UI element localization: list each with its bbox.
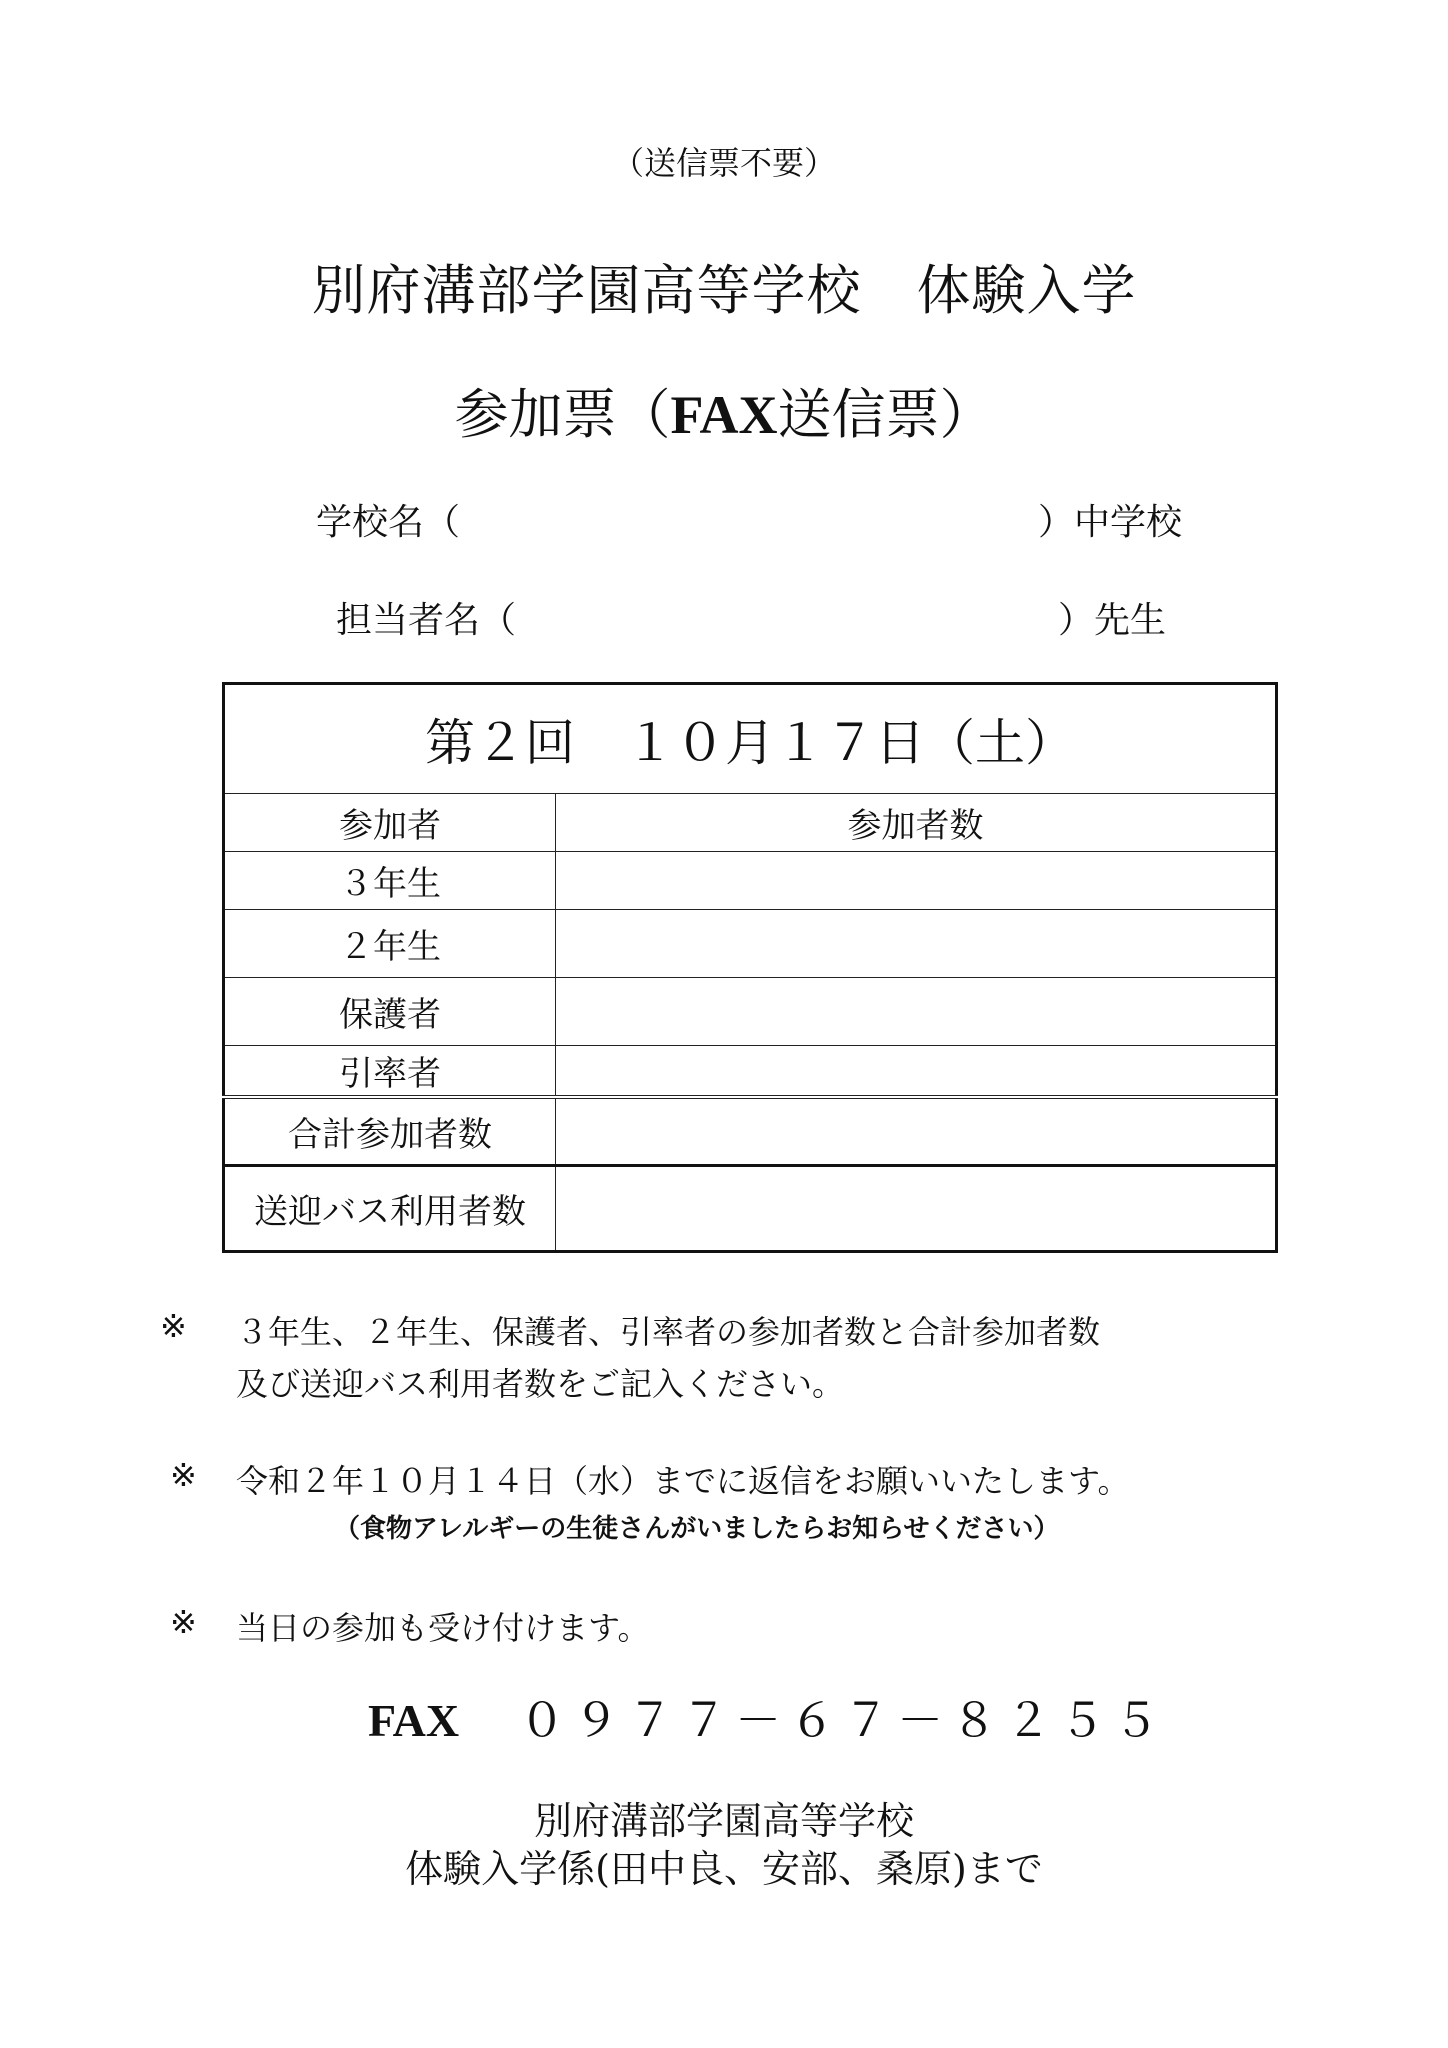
teacher-name-label: 担当者名（ [336,600,517,641]
row-label-3rd-year: ３年生 [224,852,556,910]
fax-line [368,1684,1167,1750]
note-mark-1: ※ [160,1307,187,1345]
table-heading-row [224,684,1277,794]
participant-column-header: 参加者 [224,794,556,852]
fax-number: ０９７７－６７－８２５５ [519,1693,1168,1747]
footer-contact: 体験入学係(田中良、安部、桑原)まで [405,1847,1043,1891]
row-label-guardian: 保護者 [224,978,556,1046]
table-row [224,852,1277,910]
document-title: 別府溝部学園高等学校 体験入学 [311,259,1137,322]
count-column-header: 参加者数 [556,794,1277,852]
total-count-cell[interactable] [556,1097,1277,1165]
total-label: 合計参加者数 [224,1097,556,1165]
note-3-same-day: 当日の参加も受け付けます。 [236,1609,650,1647]
count-cell-2nd-year[interactable] [556,910,1277,978]
table-row [224,978,1277,1046]
note-mark-3: ※ [170,1603,197,1641]
note-2-allergy: （食物アレルギーの生徒さんがいましたらお知らせください） [334,1514,1060,1544]
note-mark-2: ※ [170,1456,197,1494]
count-cell-3rd-year[interactable] [556,852,1277,910]
table-row [224,910,1277,978]
note-2-deadline: 令和２年１０月１４日（水）までに返信をお願いいたします。 [236,1462,1130,1500]
fax-label: FAX [368,1695,460,1746]
note-1-line-1: ３年生、２年生、保護者、引率者の参加者数と合計参加者数 [236,1313,1101,1351]
row-label-2nd-year: ２年生 [224,910,556,978]
count-cell-chaperone[interactable] [556,1046,1277,1098]
school-name-label: 学校名（ [316,502,461,543]
subtitle-suffix: 送信票） [777,383,994,446]
document-subtitle [0,372,1448,449]
session-date-heading: 第２回 １０月１７日（土） [224,684,1277,794]
no-cover-sheet-note: （送信票不要） [611,144,836,182]
table-row [224,1046,1277,1098]
subtitle-fax: FAX [670,385,778,445]
total-row [224,1097,1277,1165]
teacher-name-suffix: ）先生 [1058,600,1167,641]
participation-table [222,682,1278,1253]
footer-school-name: 別府溝部学園高等学校 [533,1799,914,1843]
bus-row [224,1165,1277,1251]
row-label-chaperone: 引率者 [224,1046,556,1098]
note-1-line-2: 及び送迎バス利用者数をご記入ください。 [236,1365,845,1403]
subtitle-prefix: 参加票（ [454,383,671,446]
bus-users-count-cell[interactable] [556,1165,1277,1251]
bus-users-label: 送迎バス利用者数 [224,1165,556,1251]
table-header-row [224,794,1277,852]
school-name-suffix: ）中学校 [1038,502,1183,543]
count-cell-guardian[interactable] [556,978,1277,1046]
